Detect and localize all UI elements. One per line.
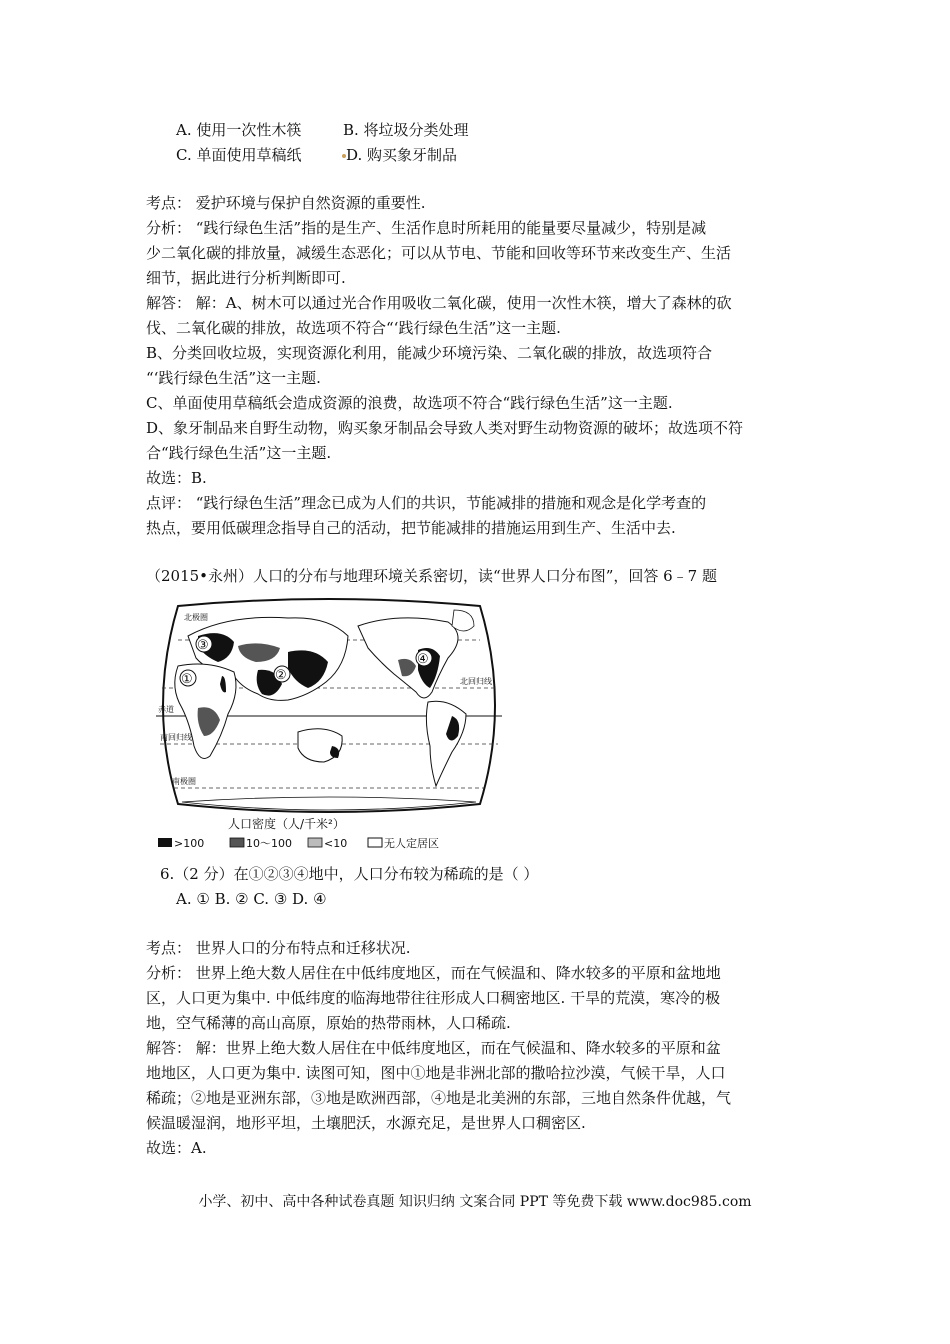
legend-swatch-dense bbox=[158, 838, 172, 847]
q6-fenxi-2: 区，人口更为集中. 中低纬度的临海地带往往形成人口稠密地区. 干旱的荒漠，寒冷的极 bbox=[146, 989, 721, 1007]
q5-option-c: C. 单面使用草稿纸 bbox=[176, 146, 302, 164]
q5-jieda-2: 伐、二氧化碳的排放，故选项不符合“‘践行绿色生活”这一主题. bbox=[146, 319, 561, 337]
q5-jieda-6: D、象牙制品来自野生动物，购买象牙制品会导致人类对野生动物资源的破坏；故选项不符 bbox=[146, 419, 744, 437]
q5-jieda-3: B、分类回收垃圾，实现资源化利用，能减少环境污染、二氧化碳的排放，故选项符合 bbox=[146, 344, 713, 362]
legend-label-uninhabited: 无人定居区 bbox=[384, 837, 439, 850]
marker-4: ④ bbox=[417, 652, 429, 667]
q5-dianping-1: 点评： “践行绿色生活”理念已成为人们的共识，节能减排的措施和观念是化学考查的 bbox=[146, 494, 707, 512]
q5-kaodian: 考点： 爱护环境与保护自然资源的重要性. bbox=[146, 194, 426, 212]
q6-jieda-1: 解答： 解：世界上绝大数人居住在中低纬度地区，而在气候温和、降水较多的平原和盆 bbox=[146, 1039, 721, 1057]
world-population-map bbox=[148, 596, 510, 854]
q5-option-d: D. 购买象牙制品 bbox=[346, 146, 458, 164]
q6-jieda-4: 候温暖湿润，地形平坦，土壤肥沃，水源充足，是世界人口稠密区. bbox=[146, 1114, 586, 1132]
q5-jieda-4: “‘践行绿色生活”这一主题. bbox=[146, 369, 321, 387]
legend-title: 人口密度（人/千米²） bbox=[228, 817, 345, 831]
q6-options: A. ① B. ② C. ③ D. ④ bbox=[176, 890, 327, 908]
tropic-south-label: 南回归线 bbox=[160, 733, 192, 742]
marker-2: ② bbox=[275, 668, 287, 683]
q5-option-b: B. 将垃圾分类处理 bbox=[343, 121, 469, 139]
q5-jieda-7: 合“践行绿色生活”这一主题. bbox=[146, 444, 332, 462]
q5-dianping-2: 热点，要用低碳理念指导自己的活动，把节能减排的措施运用到生产、生活中去. bbox=[146, 519, 676, 537]
antarctic-circle-label: 南极圈 bbox=[172, 777, 196, 786]
marker-3: ③ bbox=[197, 638, 209, 653]
q5-fenxi-3: 细节，据此进行分析判断即可. bbox=[146, 269, 346, 287]
q6-fenxi-3: 地，空气稀薄的高山高原，原始的热带雨林，人口稀疏. bbox=[146, 1014, 511, 1032]
q5-jieda-1: 解答： 解：A、树木可以通过光合作用吸收二氧化碳，使用一次性木筷，增大了森林的砍 bbox=[146, 294, 732, 312]
legend-label-medium: 10～100 bbox=[246, 837, 292, 850]
q6-answer: 故选：A. bbox=[146, 1139, 207, 1157]
marker-1: ① bbox=[181, 672, 193, 687]
q5-fenxi-2: 少二氧化碳的排放量，减缓生态恶化；可以从节电、节能和回收等环节来改变生产、生活 bbox=[146, 244, 732, 262]
q6-stem: 6.（2 分）在①②③④地中，人口分布较为稀疏的是（ ） bbox=[160, 865, 539, 883]
q5-answer: 故选：B. bbox=[146, 469, 207, 487]
q6-jieda-2: 地地区，人口更为集中. 读图可知，图中①地是非洲北部的撒哈拉沙漠，气候干旱，人口 bbox=[146, 1064, 726, 1082]
question-intro: （2015•永州）人口的分布与地理环境关系密切，读“世界人口分布图”，回答 6﹣7 题 bbox=[146, 567, 717, 585]
arctic-circle-label: 北极圈 bbox=[184, 613, 208, 622]
q5-jieda-5: C、单面使用草稿纸会造成资源的浪费，故选项不符合“践行绿色生活”这一主题. bbox=[146, 394, 673, 412]
equator-label: 赤道 bbox=[158, 705, 174, 714]
q5-fenxi-1: 分析： “践行绿色生活”指的是生产、生活作息时所耗用的能量要尽量减少，特别是减 bbox=[146, 219, 707, 237]
q6-jieda-3: 稀疏；②地是亚洲东部，③地是欧洲西部，④地是北美洲的东部，三地自然条件优越，气 bbox=[146, 1089, 732, 1107]
legend-label-dense: >100 bbox=[174, 837, 205, 850]
legend-label-sparse: <10 bbox=[324, 837, 348, 850]
page-footer: 小学、初中、高中各种试卷真题 知识归纳 文案合同 PPT 等免费下载 www.doc985.com bbox=[198, 1194, 752, 1210]
q5-option-a: A. 使用一次性木筷 bbox=[176, 121, 302, 139]
q6-fenxi-1: 分析： 世界上绝大数人居住在中低纬度地区，而在气候温和、降水较多的平原和盆地地 bbox=[146, 964, 721, 982]
legend-swatch-sparse bbox=[308, 838, 322, 847]
legend-swatch-uninhabited bbox=[368, 838, 382, 847]
q6-kaodian: 考点： 世界人口的分布特点和迁移状况. bbox=[146, 939, 411, 957]
legend-swatch-medium bbox=[230, 838, 244, 847]
tropic-north-label: 北回归线 bbox=[460, 677, 492, 686]
